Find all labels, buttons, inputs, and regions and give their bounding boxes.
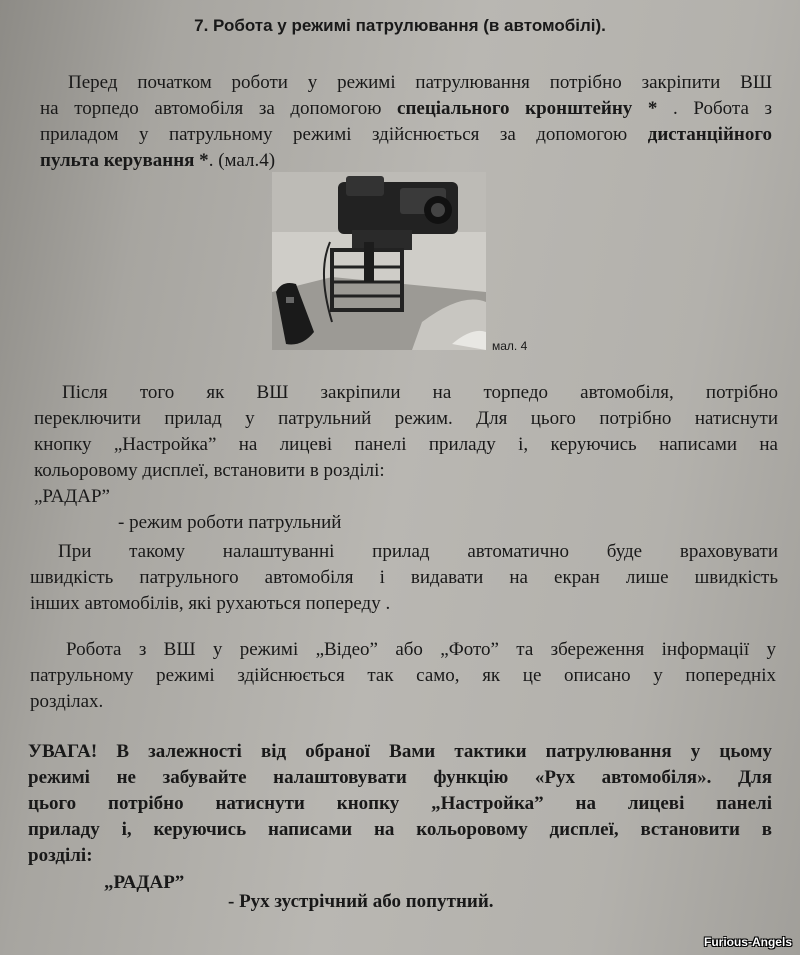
setup-line-4: кольоровому дисплеї, встановити в розділі: [34,460,385,481]
intro-text: на торпедо автомобіля за допомогою [40,98,398,119]
warning-line-2: режимі не забувайте налаштовувати функцію «Рух автомобіля». Для [28,767,772,788]
warning-line-4: приладу і, керуючись написами на кольоровому дисплеї, встановити в [28,819,772,840]
video-line-2: патрульному режимі здійснюється так само, як це описано у попередніх [30,665,776,686]
warning-line-3: цього потрібно натиснути кнопку „Настройка” на лицеві панелі [28,793,772,814]
intro-text: . Робота з [657,98,773,119]
section-title: 7. Робота у режимі патрулювання (в автомобілі). [194,16,606,35]
bracket-term: спеціального кронштейну * [397,98,658,119]
result-line-1: При такому налаштуванні прилад автоматично буде враховувати [58,541,778,562]
result-line-2: швидкість патрульного автомобіля і видавати на екран лише швидкість [30,567,778,588]
intro-line-4 [40,148,275,174]
video-line-3: розділах. [30,691,104,712]
setup-mode: - режим роботи патрульний [118,512,342,533]
figure-caption: мал. 4 [492,339,528,353]
warning-mode: - Рух зустрічний або попутний. [228,891,494,912]
device-photo [272,172,486,350]
intro-text: приладом у патрульному режимі здійснюється за допомогою [40,124,648,145]
setup-section: „РАДАР” [34,486,110,507]
setup-line-2: переключити прилад у патрульний режим. Для цього потрібно натиснути [34,408,778,429]
warning-section: „РАДАР” [104,872,185,893]
result-line-3: інших автомобілів, які рухаються попереду . [30,593,391,614]
intro-line-1: Перед початком роботи у режимі патрулювання потрібно закріпити ВШ [68,72,772,93]
setup-line-1: Після того як ВШ закріпили на торпедо автомобіля, потрібно [62,382,778,403]
warning-line-5: розділі: [28,845,93,866]
warning-line-1: УВАГА! В залежності від обраної Вами тактики патрулювання у цьому [28,741,772,762]
video-line-1: Робота з ВШ у режимі „Відео” або „Фото” та збереження інформації у [66,639,776,660]
setup-line-3: кнопку „Настройка” на лицеві панелі приладу і, керуючись написами на [34,434,778,455]
intro-line-3 [40,122,772,148]
remote-term: пульта керування * [40,150,209,171]
figure-ref: . (мал.4) [208,150,276,171]
remote-term: дистанційного [647,124,772,145]
intro-line-2 [40,96,772,122]
watermark-text: Furious-Angels [703,935,792,949]
radar-mount-illustration [272,172,486,350]
